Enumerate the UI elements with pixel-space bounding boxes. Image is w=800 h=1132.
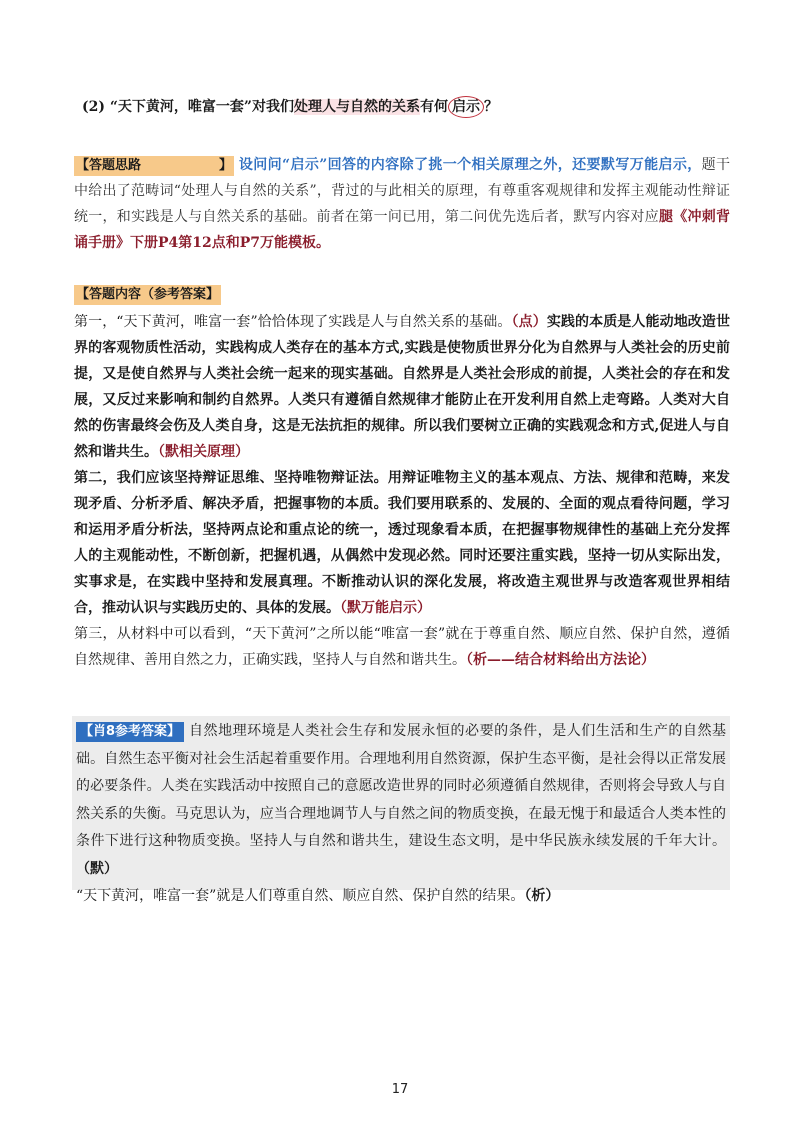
question-suffix: ？ bbox=[483, 99, 498, 115]
p1-mark-point: （点） bbox=[511, 314, 547, 330]
question-highlight: 处理人与自然的关系 bbox=[293, 99, 420, 115]
p1-lead: 第一，“天下黄河，唯富一套”恰恰体现了实践是人与自然关系的基础。 bbox=[74, 314, 512, 330]
reference-mark-analyze: （析） bbox=[524, 888, 560, 904]
answer-paragraph-3 bbox=[74, 621, 730, 673]
answer-paragraph-2 bbox=[74, 465, 730, 621]
page-number: 17 bbox=[391, 1082, 409, 1097]
question-circled-word: 启示 bbox=[448, 96, 484, 118]
question-middle: 有何 bbox=[419, 99, 448, 115]
p3-text: 第三，从材料中可以看到，“天下黄河”之所以能“唯富一套”就在于尊重自然、顺应自然、保护自然，遵循自然规律、善用自然之力，正确实践，坚持人与自然和谐共生。 bbox=[74, 626, 730, 668]
reference-text-2: “天下黄河，唯富一套”就是人们尊重自然、顺应自然、保护自然的结果。 bbox=[76, 888, 525, 904]
answer-paragraph-1 bbox=[74, 309, 730, 465]
reference-text: 自然地理环境是人类社会生存和发展永恒的必要的条件，是人们生活和生产的自然基础。自然生态平衡对社会生活起着重要作用。合理地利用自然资源，保护生态平衡，是社会得以正常发展的必要条件。人类在实践活动中按照自己的意愿改造世界的同时必须遵循自然规律，否则将会导致人与自然关系的失衡。马克思认为，应当合理地调节人与自然之间的物质变换，在最无愧于和最适合人类本性的条件下进行这种物质变换。坚持人与自然和谐共生，建设生态文明，是中华民族永续发展的千年大计。 bbox=[76, 723, 727, 849]
thinking-red-text: 腿《冲刺背诵手册》下册P4第12点和P7万能模板。 bbox=[74, 209, 731, 251]
content-tag-wrapper bbox=[74, 283, 221, 305]
p1-bold: 实践的本质是人能动地改造世界的客观物质性活动，实践构成人类存在的基本方式,实践是使物质世界分化为自然界与人类社会的历史前提，又是使自然界与人类社会统一起来的现实基础。自然界是人类社会形成的前提，人类社会的存在和发展，又反过来影响和制约自然界。人类只有遵循自然规律才能防止在开发利用自然上走弯路。人类对大自然的伤害最终会伤及人类自身，这是无法抗拒的规律。所以我们要树立正确的实践观念和方式,促进人与自然和谐共生。 bbox=[74, 314, 731, 460]
answer-content bbox=[74, 309, 730, 673]
reference-tag: 【肖8参考答案】 bbox=[76, 722, 184, 742]
p1-mark-recite: （默相关原理） bbox=[158, 444, 249, 460]
p3-mark: （析——结合材料给出方法论） bbox=[466, 652, 655, 668]
question-heading bbox=[82, 94, 722, 120]
p2-bold: 第二，我们应该坚持辩证思维、坚持唯物辩证法。用辩证唯物主义的基本观点、方法、规律和范畴，来发现矛盾、分析矛盾、解决矛盾，把握事物的本质。我们要用联系的、发展的、全面的观点看待问题，学习和运用矛盾分析法，坚持两点论和重点论的统一，透过现象看本质，在把握事物规律性的基础上充分发挥人的主观能动性，不断创新，把握机遇，从偶然中发现必然。同时还要注重实践，坚持一切从实际出发，实事求是，在实践中坚持和发展真理。不断推动认识的深化发展，将改造主观世界与改造客观世界相结合，推动认识与实践历史的、具体的发展。 bbox=[74, 470, 730, 616]
thinking-section bbox=[74, 152, 730, 256]
thinking-tag: 【答题思路 】 bbox=[74, 156, 234, 176]
question-prefix: (2) “天下黄河，唯富一套”对我们 bbox=[82, 99, 294, 115]
thinking-body-text: 题干中给出了范畴词“处理人与自然的关系”，背过的与此相关的原理，有尊重客观规律和发挥主观能动性辩证统一，和实践是人与自然关系的基础。前者在第一问已用，第二问优先选后者，默写内容对应 bbox=[74, 157, 731, 225]
reference-answer-box bbox=[72, 716, 730, 904]
p2-mark: （默万能启示） bbox=[340, 600, 431, 616]
reference-mark-recite: （默） bbox=[76, 860, 118, 877]
content-tag: 【答题内容（参考答案】 bbox=[74, 285, 221, 305]
thinking-blue-text: 设问问“启示”回答的内容除了挑一个相关原理之外，还要默写万能启示， bbox=[238, 157, 702, 173]
reference-text-block bbox=[76, 718, 726, 911]
